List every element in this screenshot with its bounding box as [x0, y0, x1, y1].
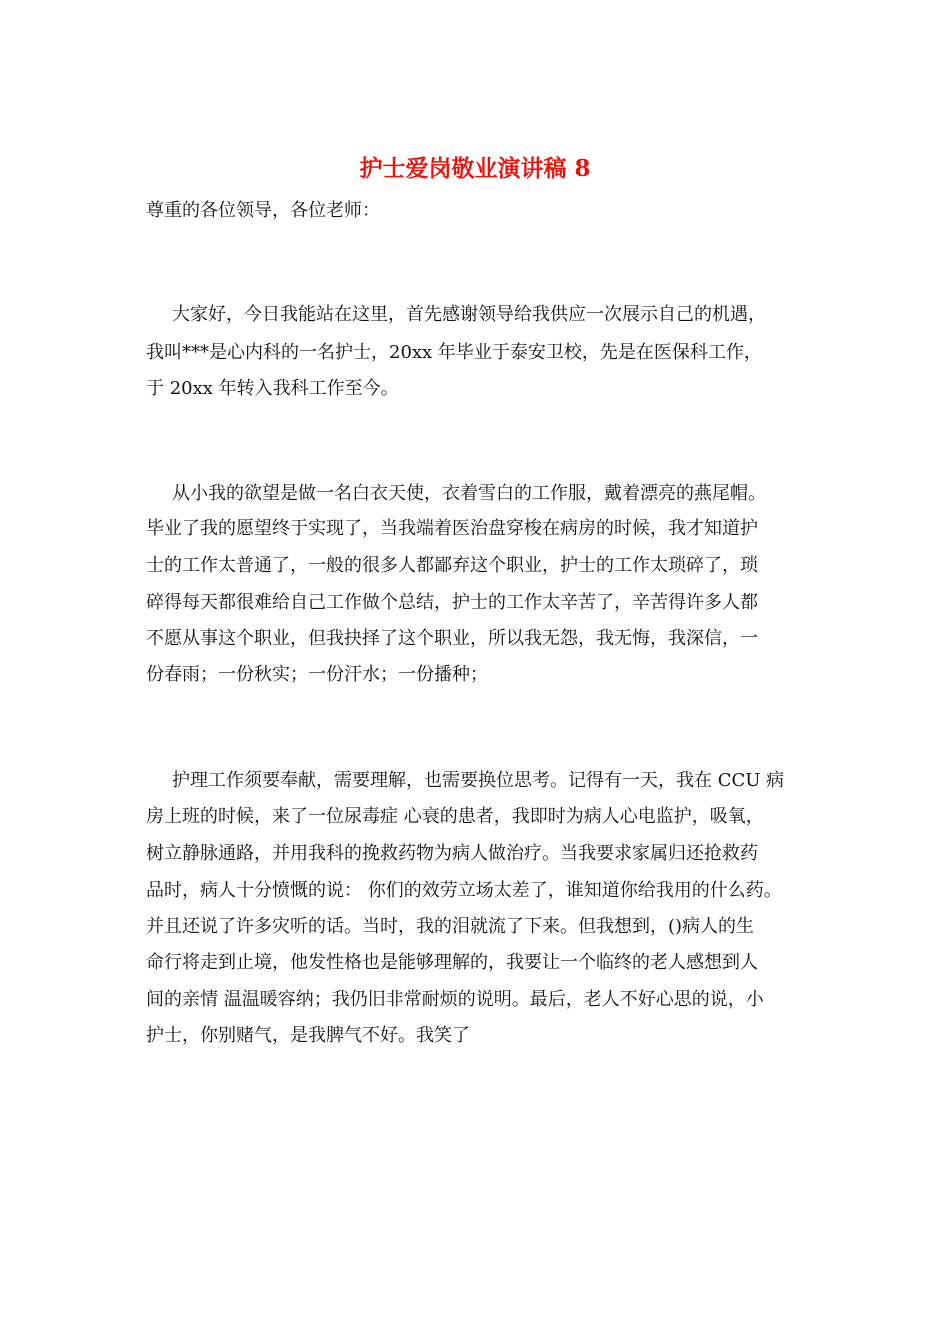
- paragraph-line: 命行将走到止境，他发性格也是能够理解的，我要让一个临终的老人感想到人: [146, 952, 758, 973]
- paragraph-line: 品时，病人十分愤慨的说： 你们的效劳立场太差了，谁知道你给我用的什么药。: [146, 880, 782, 901]
- paragraph-line: 份春雨；一份秋实；一份汗水；一份播种；: [146, 664, 488, 685]
- paragraph-line: 士的工作太普通了，一般的很多人都鄙弃这个职业，护士的工作太琐碎了，琐: [146, 555, 758, 576]
- greeting-line: 尊重的各位领导，各位老师：: [146, 200, 380, 221]
- paragraph-line: 护士，你别赌气，是我脾气不好。我笑了: [146, 1025, 470, 1046]
- paragraph-line: 从小我的欲望是做一名白衣天使，衣着雪白的工作服，戴着漂亮的燕尾帽。: [172, 483, 766, 504]
- paragraph-line: 树立静脉通路，并用我科的挽救药物为病人做治疗。当我要求家属归还抢救药: [146, 843, 758, 864]
- paragraph-line: 我叫***是心内科的一名护士，20xx 年毕业于泰安卫校，先是在医保科工作，: [146, 342, 762, 363]
- paragraph-line: 房上班的时候，来了一位尿毒症 心衰的患者，我即时为病人心电监护，吸氧，: [146, 806, 764, 827]
- paragraph-line: 于 20xx 年转入我科工作至今。: [146, 378, 399, 399]
- paragraph-line: 并且还说了许多灾听的话。当时，我的泪就流了下来。但我想到，()病人的生: [146, 916, 755, 937]
- document-title: 护士爱岗敬业演讲稿 8: [359, 155, 591, 182]
- paragraph-line: 毕业了我的愿望终于实现了，当我端着医治盘穿梭在病房的时候，我才知道护: [146, 518, 758, 539]
- paragraph-line: 大家好，今日我能站在这里，首先感谢领导给我供应一次展示自己的机遇，: [172, 304, 766, 325]
- paragraph-line: 护理工作须要奉献，需要理解，也需要换位思考。记得有一天，我在 CCU 病: [172, 770, 785, 791]
- paragraph-line: 碎得每天都很难给自己工作做个总结，护士的工作太辛苦了，辛苦得许多人都: [146, 592, 758, 613]
- paragraph-line: 间的亲情 温温暖容纳；我仍旧非常耐烦的说明。最后，老人不好心思的说，小: [146, 989, 764, 1010]
- paragraph-line: 不愿从事这个职业，但我抉择了这个职业，所以我无怨，我无悔，我深信，一: [146, 628, 758, 649]
